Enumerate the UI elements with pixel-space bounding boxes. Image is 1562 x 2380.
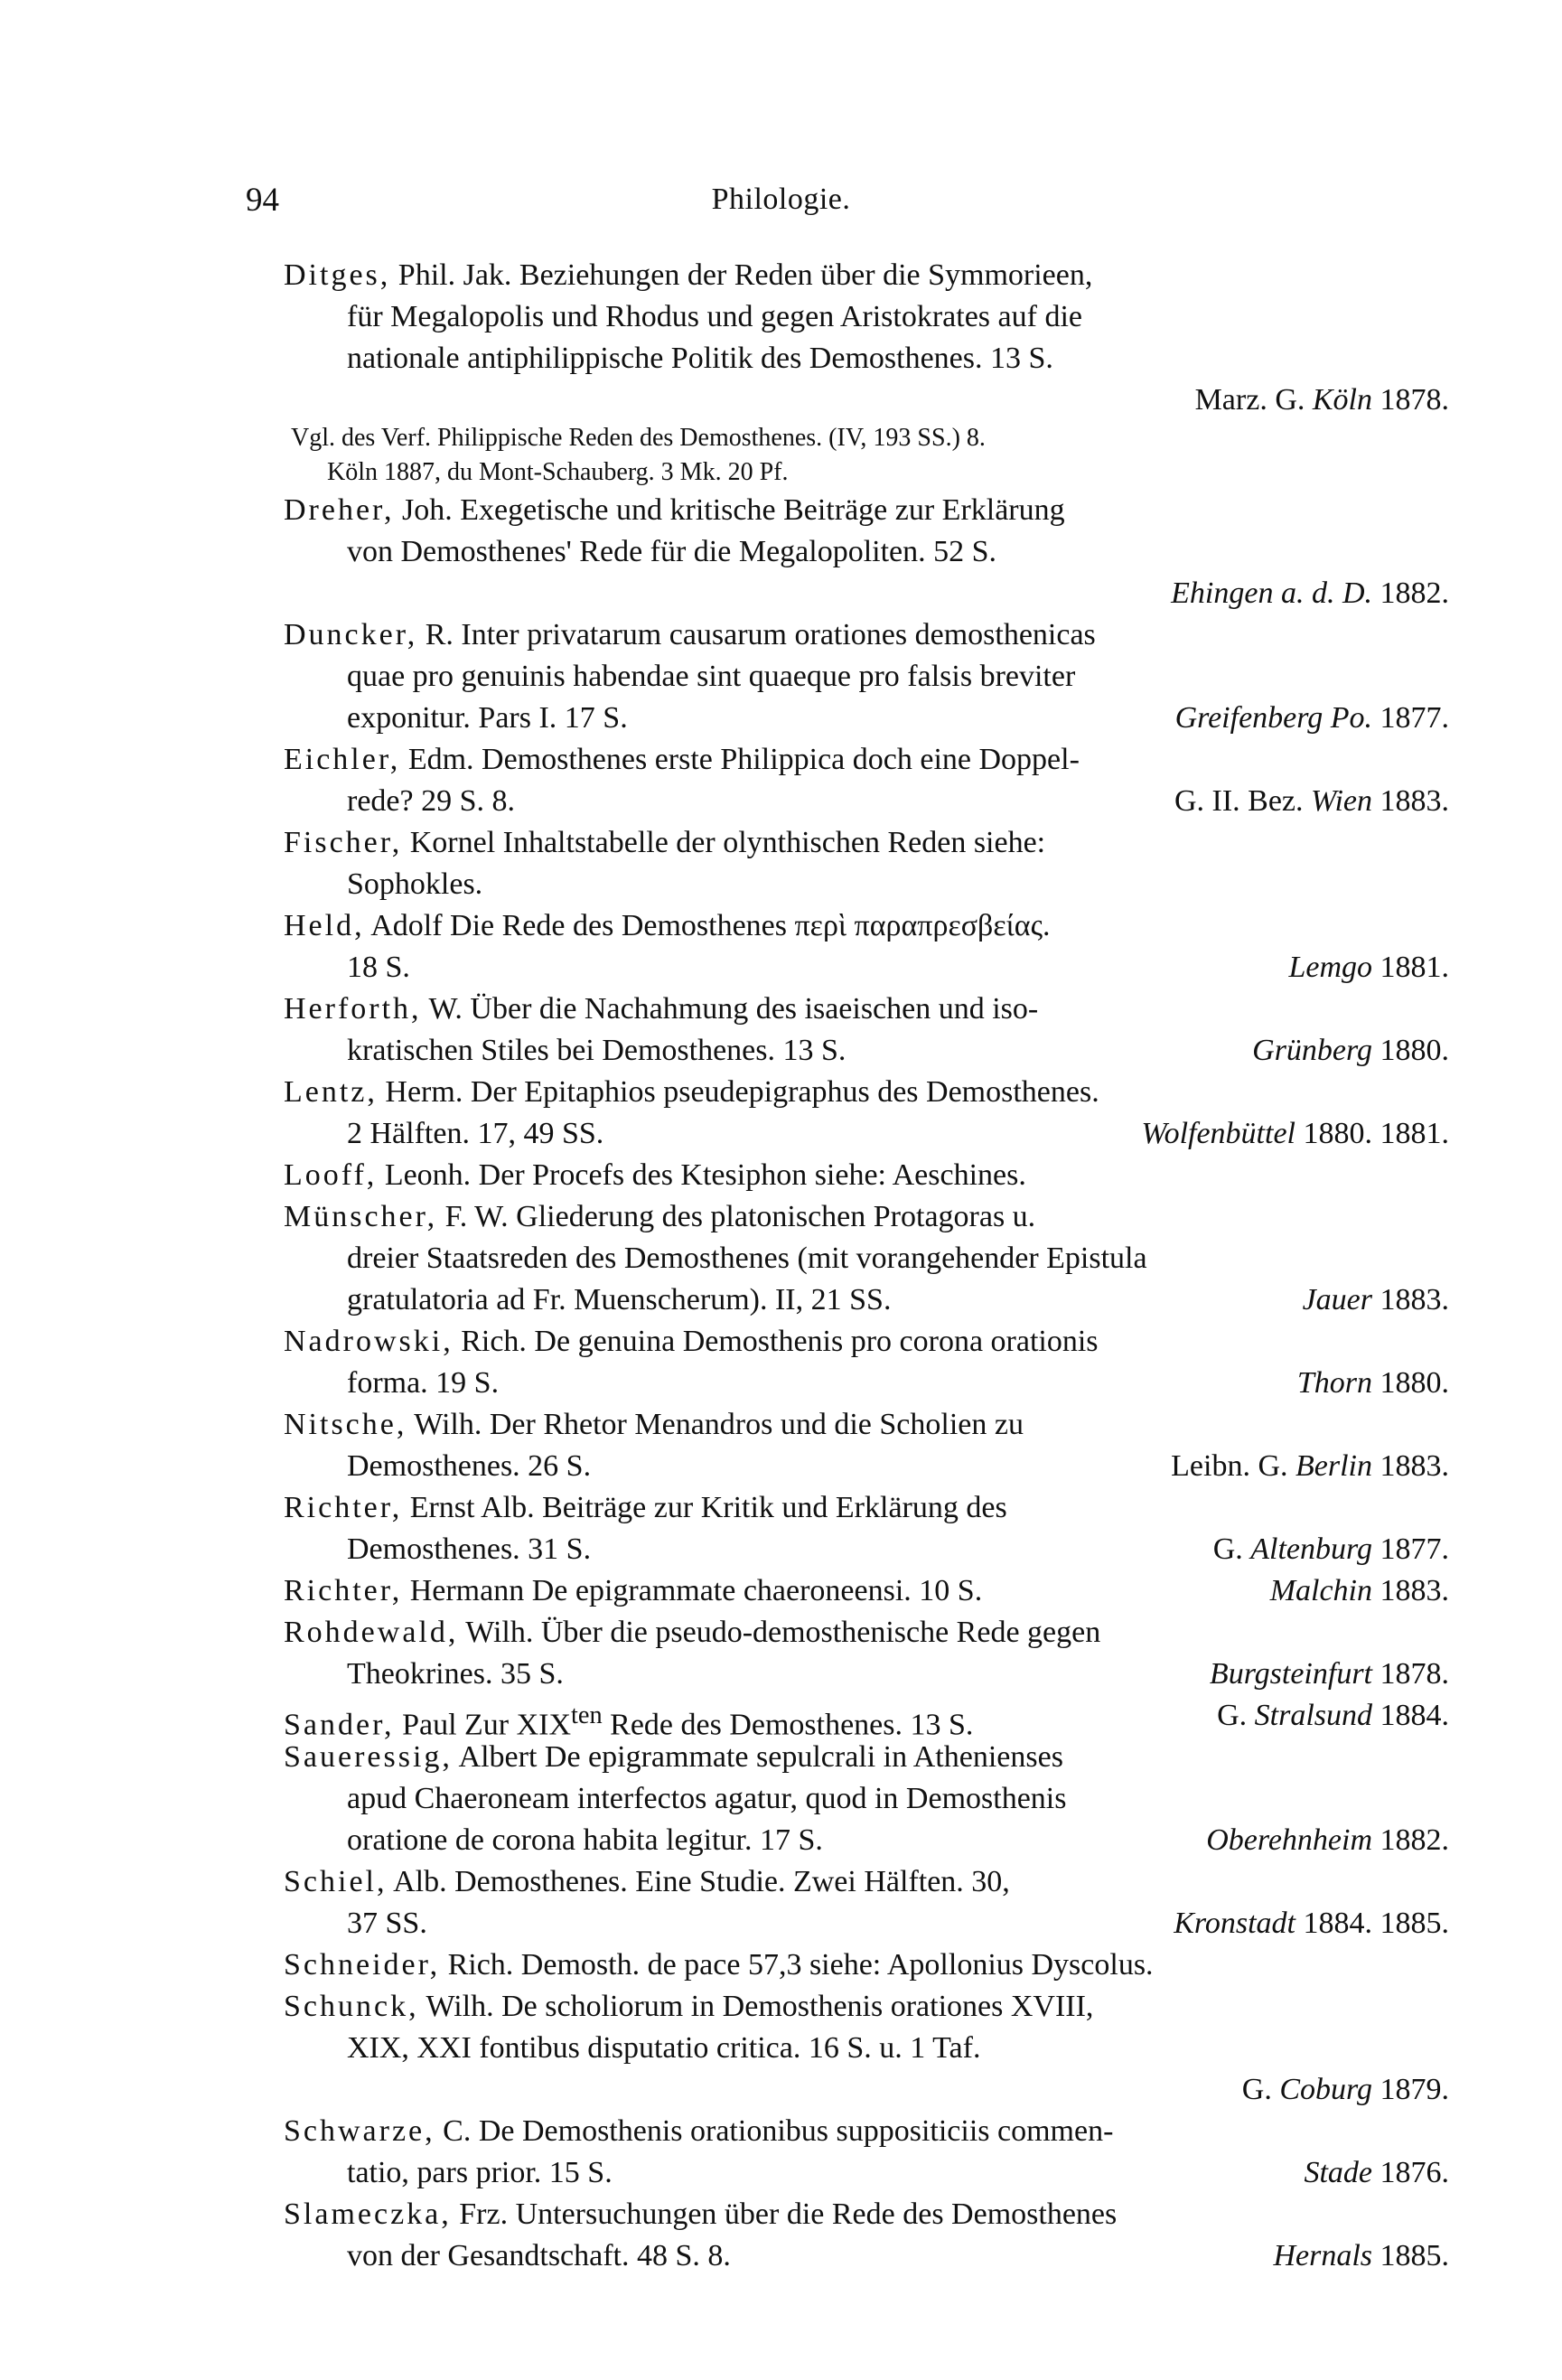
entry-line [284, 781, 1449, 822]
place-name: Malchin [1269, 1574, 1372, 1607]
entry-line [284, 1737, 1449, 1778]
bibliography-entry [284, 1487, 1449, 1570]
publication-place [1270, 1570, 1449, 1612]
entry-line [284, 1446, 1449, 1487]
publication-year: 1883. [1372, 1574, 1449, 1607]
entry-line [284, 1861, 1449, 1903]
entry-line [284, 1570, 1449, 1612]
publication-place [1297, 1363, 1449, 1404]
bibliography-list [284, 255, 1449, 2277]
entry-line [284, 255, 1449, 296]
entry-line [284, 379, 1449, 421]
bibliography-entry [284, 614, 1449, 739]
publication-year: 1883. [1372, 1283, 1449, 1316]
entry-line [284, 1404, 1449, 1446]
author-name: Looff, [284, 1158, 378, 1192]
school-type: G. [1241, 2073, 1280, 2106]
school-type: Leibn. G. [1171, 1449, 1296, 1483]
entry-line [284, 1944, 1449, 1986]
publication-year: 1884. 1885. [1295, 1907, 1449, 1940]
publication-year: 1880. 1881. [1295, 1117, 1449, 1150]
entry-text: Kornel Inhaltstabelle der olynthischen Reden siehe: [402, 826, 1046, 859]
author-name: Nadrowski, [284, 1325, 454, 1358]
school-type: Marz. G. [1194, 383, 1313, 417]
entry-text: Theokrines. 35 S. [347, 1657, 564, 1691]
place-name: Jauer [1302, 1283, 1372, 1316]
place-name: Altenburg [1250, 1532, 1372, 1566]
entry-line [291, 455, 1449, 490]
page-header [0, 181, 1562, 235]
publication-place [1213, 1529, 1449, 1570]
publication-place [1141, 1113, 1449, 1155]
entry-text: Herm. Der Epitaphios pseudepigraphus des Demosthenes. [377, 1075, 1099, 1109]
entry-text: rede? 29 S. 8. [347, 784, 516, 818]
entry-text: Alb. Demosthenes. Eine Studie. Zwei Hälften. 30, [387, 1865, 1010, 1898]
bibliography-entry [284, 1944, 1449, 1986]
entry-line [284, 864, 1449, 905]
entry-text: von Demosthenes' Rede für die Megalopoliten. 52 S. [347, 535, 997, 568]
author-name: Herforth, [284, 992, 422, 1026]
entry-text: Demosthenes. 31 S. [347, 1532, 592, 1566]
entry-line [284, 1113, 1449, 1155]
publication-place [1171, 1446, 1449, 1487]
entry-text: quae pro genuinis habendae sint quaeque pro falsis breviter [347, 660, 1076, 693]
publication-year: 1877. [1372, 701, 1449, 735]
entry-line [284, 989, 1449, 1030]
author-name: Richter, [284, 1574, 403, 1607]
entry-text: forma. 19 S. [347, 1366, 500, 1400]
entry-text: apud Chaeroneam interfectos agatur, quod in Demosthenis [347, 1782, 1067, 1815]
publication-year: 1878. [1372, 1657, 1449, 1691]
bibliography-entry [284, 1986, 1449, 2111]
place-name: Greifenberg Po. [1174, 701, 1372, 735]
entry-text: Hermann De epigrammate chaeroneensi. 10 S. [402, 1574, 983, 1607]
place-name: Wolfenbüttel [1141, 1117, 1295, 1150]
publication-place [1171, 573, 1449, 614]
place-name: Grünberg [1252, 1034, 1372, 1067]
bibliography-entry [284, 905, 1449, 989]
publication-place [1242, 2069, 1449, 2111]
publication-place [1303, 1279, 1449, 1321]
entry-text: R. Inter privatarum causarum orationes demosthenicas [417, 618, 1096, 651]
entry-line [284, 1321, 1449, 1363]
entry-text: XIX, XXI fontibus disputatio critica. 16 S. u. 1 Taf. [347, 2031, 981, 2065]
running-head: Philologie. [711, 183, 851, 216]
author-name: Schiel, [284, 1865, 388, 1898]
entry-line [284, 2028, 1449, 2069]
bibliography-entry [284, 989, 1449, 1072]
bibliography-entry [284, 1404, 1449, 1487]
entry-line [284, 296, 1449, 338]
entry-line [284, 490, 1449, 531]
superscript: ten [571, 1701, 603, 1729]
entry-text: Leonh. Der Procefs des Ktesiphon siehe: Aeschines. [377, 1158, 1026, 1192]
publication-place [1175, 698, 1449, 739]
entry-line [284, 698, 1449, 739]
place-name: Oberehnheim [1206, 1823, 1372, 1857]
entry-line [284, 1279, 1449, 1321]
bibliography-entry [284, 1072, 1449, 1155]
place-name: Berlin [1295, 1449, 1372, 1483]
entry-text: Wilh. De scholiorum in Demosthenis orationes XVIII, [418, 1990, 1094, 2023]
publication-year: 1883. [1372, 784, 1449, 818]
entry-text: Paul Zur XIX [394, 1708, 572, 1742]
entry-line [284, 1695, 1449, 1742]
place-name: Ehingen a. d. D. [1171, 576, 1372, 610]
entry-text: Köln 1887, du Mont-Schauberg. 3 Mk. 20 Pf. [327, 458, 789, 486]
entry-line [284, 2194, 1449, 2235]
entry-line [284, 1072, 1449, 1113]
publication-year: 1884. [1372, 1699, 1449, 1732]
bibliography-entry [284, 1155, 1449, 1196]
entry-text: Ernst Alb. Beiträge zur Kritik und Erklärung des [402, 1491, 1007, 1524]
entry-line [284, 1363, 1449, 1404]
author-name: Dreher, [284, 493, 395, 527]
bibliography-entry [284, 1695, 1449, 1742]
publication-place [1288, 947, 1449, 989]
author-name: Sander, [284, 1708, 395, 1742]
entry-line [284, 531, 1449, 573]
entry-line [284, 1487, 1449, 1529]
author-name: Duncker, [284, 618, 418, 651]
publication-year: 1880. [1372, 1366, 1449, 1400]
entry-line [284, 573, 1449, 614]
entry-line [284, 1654, 1449, 1695]
bibliography-entry [284, 1196, 1449, 1321]
author-name: Saueressig, [284, 1740, 453, 1774]
school-type: G. [1217, 1699, 1255, 1732]
place-name: Stade [1304, 2156, 1372, 2189]
entry-text: Albert De epigrammate sepulcrali in Athenienses [452, 1740, 1063, 1774]
entry-line [284, 1778, 1449, 1820]
place-name: Wien [1311, 784, 1372, 818]
bibliography-entry [284, 1321, 1449, 1404]
entry-line [284, 1155, 1449, 1196]
entry-text: 37 SS. [347, 1907, 427, 1940]
entry-text: von der Gesandtschaft. 48 S. 8. [347, 2239, 731, 2272]
entry-line [284, 1238, 1449, 1279]
bibliography-entry [284, 822, 1449, 905]
publication-place [1195, 379, 1449, 421]
author-name: Richter, [284, 1491, 403, 1524]
place-name: Lemgo [1288, 951, 1372, 984]
entry-text: Rich. Demosth. de pace 57,3 siehe: Apollonius Dyscolus. [440, 1948, 1154, 1982]
school-type: G. II. Bez. [1174, 784, 1312, 818]
place-name: Hernals [1273, 2239, 1372, 2272]
entry-text: Adolf Die Rede des Demosthenes περὶ παραπρεσβείας. [364, 909, 1051, 942]
author-name: Rohdewald, [284, 1616, 459, 1649]
publication-place [1174, 1903, 1449, 1944]
note-entry [284, 421, 1449, 490]
entry-line [291, 421, 1449, 455]
publication-place [1174, 781, 1449, 822]
place-name: Stralsund [1254, 1699, 1372, 1732]
entry-text: 2 Hälften. 17, 49 SS. [347, 1117, 604, 1150]
publication-year: 1878. [1372, 383, 1449, 417]
bibliography-entry [284, 2194, 1449, 2277]
entry-line [284, 822, 1449, 864]
author-name: Schunck, [284, 1990, 419, 2023]
entry-line [284, 2111, 1449, 2152]
entry-line [284, 1196, 1449, 1238]
bibliography-entry [284, 490, 1449, 614]
author-name: Schneider, [284, 1948, 441, 1982]
author-name: Schwarze, [284, 2114, 435, 2148]
page-number: 94 [246, 182, 279, 219]
entry-line [284, 905, 1449, 947]
entry-line [284, 2152, 1449, 2194]
entry-text: Demosthenes. 26 S. [347, 1449, 592, 1483]
author-name: Ditges, [284, 258, 391, 292]
publication-place [1210, 1654, 1449, 1695]
place-name: Kronstadt [1174, 1907, 1295, 1940]
entry-text: oratione de corona habita legitur. 17 S. [347, 1823, 823, 1857]
entry-line [284, 2069, 1449, 2111]
entry-text: Wilh. Über die pseudo-demosthenische Rede gegen [458, 1616, 1101, 1649]
entry-text: tatio, pars prior. 15 S. [347, 2156, 613, 2189]
publication-place [1217, 1695, 1449, 1737]
school-type: G. [1212, 1532, 1251, 1566]
publication-year: 1882. [1372, 576, 1449, 610]
publication-place [1304, 2152, 1449, 2194]
entry-text: F. W. Gliederung des platonischen Protagoras u. [437, 1200, 1036, 1233]
bibliography-entry [284, 739, 1449, 822]
entry-text: Vgl. des Verf. Philippische Reden des Demosthenes. (IV, 193 SS.) 8. [291, 424, 986, 452]
author-name: Lentz, [284, 1075, 378, 1109]
entry-line [284, 614, 1449, 656]
entry-line [284, 338, 1449, 379]
bibliography-entry [284, 255, 1449, 421]
entry-text: exponitur. Pars I. 17 S. [347, 701, 628, 735]
entry-line [284, 1986, 1449, 2028]
publication-year: 1877. [1372, 1532, 1449, 1566]
bibliography-entry [284, 1612, 1449, 1695]
bibliography-entry [284, 1570, 1449, 1612]
entry-line [284, 1529, 1449, 1570]
entry-text: Sophokles. [347, 867, 483, 901]
bibliography-entry [284, 2111, 1449, 2194]
author-name: Nitsche, [284, 1408, 407, 1441]
publication-year: 1879. [1372, 2073, 1449, 2106]
publication-place [1206, 1820, 1449, 1861]
entry-text: W. Über die Nachahmung des isaeischen und iso- [421, 992, 1039, 1026]
entry-text: Wilh. Der Rhetor Menandros und die Scholien zu [407, 1408, 1024, 1441]
entry-text: 18 S. [347, 951, 410, 984]
entry-text: Rede des Demosthenes. 13 S. [602, 1708, 974, 1742]
entry-text: C. De Demosthenis orationibus suppositiciis commen- [435, 2114, 1114, 2148]
entry-text: Phil. Jak. Beziehungen der Reden über die Symmorieen, [390, 258, 1093, 292]
entry-line [284, 947, 1449, 989]
entry-line [284, 1030, 1449, 1072]
author-name: Münscher, [284, 1200, 438, 1233]
bibliography-entry [284, 1737, 1449, 1861]
entry-text: Rich. De genuina Demosthenis pro corona orationis [453, 1325, 1099, 1358]
entry-line [284, 2235, 1449, 2277]
entry-text: Edm. Demosthenes erste Philippica doch eine Doppel- [400, 743, 1080, 776]
publication-year: 1876. [1372, 2156, 1449, 2189]
entry-line [284, 1820, 1449, 1861]
place-name: Köln [1312, 383, 1372, 417]
entry-text: Joh. Exegetische und kritische Beiträge zur Erklärung [394, 493, 1065, 527]
publication-place [1252, 1030, 1449, 1072]
place-name: Burgsteinfurt [1209, 1657, 1372, 1691]
author-name: Fischer, [284, 826, 403, 859]
entry-line [284, 1612, 1449, 1654]
publication-year: 1880. [1372, 1034, 1449, 1067]
entry-text: gratulatoria ad Fr. Muenscherum). II, 21 SS. [347, 1283, 892, 1316]
bibliography-entry [284, 1861, 1449, 1944]
entry-text: für Megalopolis und Rhodus und gegen Aristokrates auf die [347, 300, 1082, 333]
entry-line [284, 1903, 1449, 1944]
author-name: Held, [284, 909, 365, 942]
entry-text: dreier Staatsreden des Demosthenes (mit vorangehender Epistula [347, 1242, 1147, 1275]
place-name: Thorn [1296, 1366, 1372, 1400]
entry-line [284, 739, 1449, 781]
entry-line [284, 656, 1449, 698]
entry-text: nationale antiphilippische Politik des Demosthenes. 13 S. [347, 342, 1053, 375]
publication-year: 1881. [1372, 951, 1449, 984]
publication-place [1273, 2235, 1449, 2277]
publication-year: 1882. [1372, 1823, 1449, 1857]
author-name: Slameczka, [284, 2197, 452, 2231]
publication-year: 1883. [1372, 1449, 1449, 1483]
publication-year: 1885. [1372, 2239, 1449, 2272]
entry-text: kratischen Stiles bei Demosthenes. 13 S. [347, 1034, 846, 1067]
place-name: Coburg [1279, 2073, 1372, 2106]
author-name: Eichler, [284, 743, 401, 776]
entry-text: Frz. Untersuchungen über die Rede des Demosthenes [451, 2197, 1118, 2231]
